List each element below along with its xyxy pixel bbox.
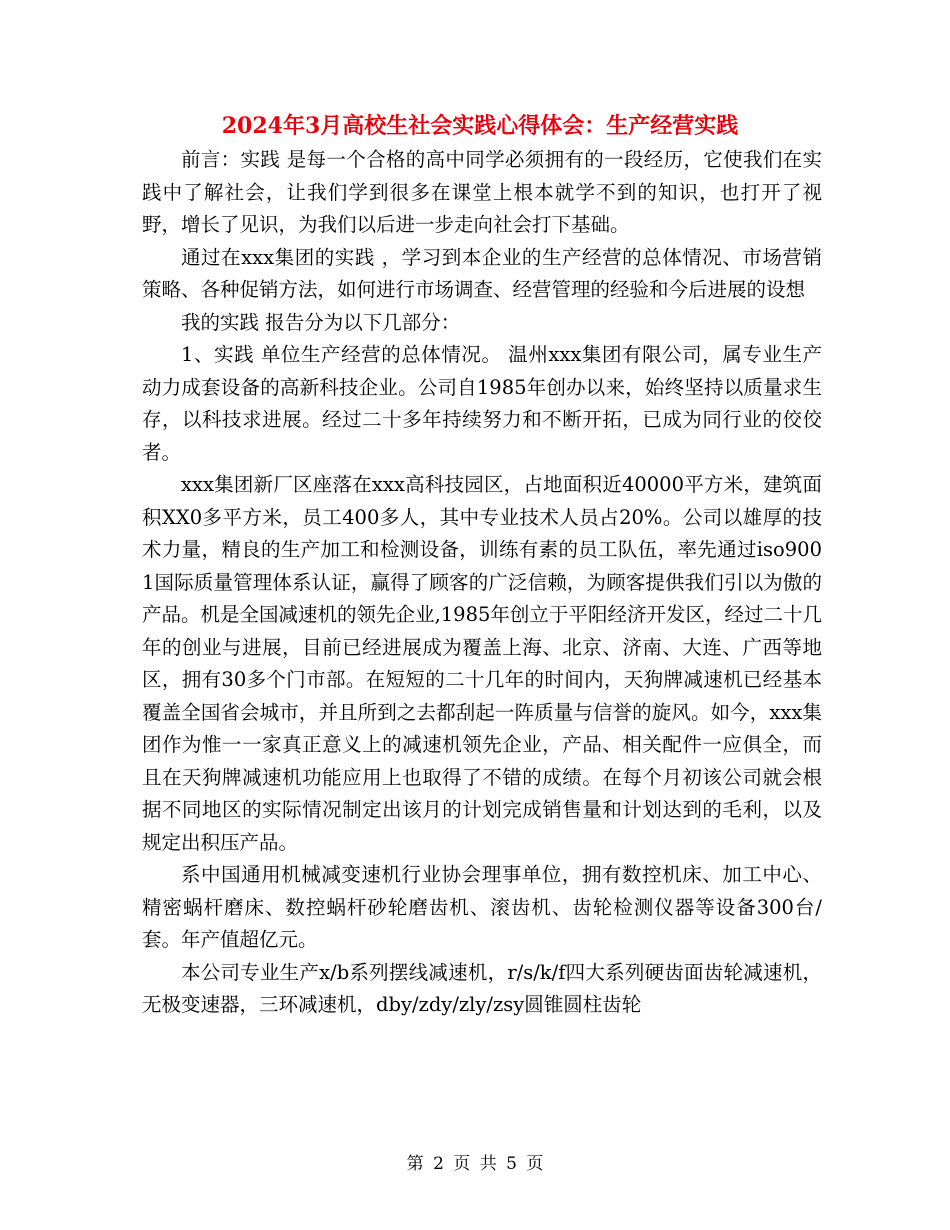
paragraph-company-overview: 1、实践 单位生产经营的总体情况。 温州xxx集团有限公司，属专业生产动力成套设备的高新科技企业。公司自1985年创办以来，始终坚持以质量求生存，以科技求进展。经过二十多年持续努力和不断开拓，已成为同行业的佼佼者。 xyxy=(142,343,822,464)
paragraph-practice-summary: 通过在xxx集团的实践 ，学习到本企业的生产经营的总体情况、市场营销策略、各种促销方法，如何进行市场调查、经营管理的经验和今后进展的设想 xyxy=(142,245,822,301)
document-title: 2024年3月高校生社会实践心得体会：生产经营实践 xyxy=(221,113,739,139)
paragraph-company-details: xxx集团新厂区座落在xxx高科技园区，占地面积近40000平方米，建筑面积XX0多平方米，员工400多人，其中专业技术人员占20%。公司以雄厚的技术力量，精良的生产加工和检测设备，训练有素的员工队伍，率先通过iso9001国际质量管理体系认证，赢得了顾客的广泛信赖，为顾客提供我们引以为傲的产品。机是全国减速机的领先企业,1985年创立于平阳经济开发区，经过二十几年的创业与进展，目前已经进展成为覆盖上海、北京、济南、大连、广西等地区，拥有30多个门市部。在短短的二十几年的时间内，天狗牌减速机已经基本覆盖全国省会城市，并且所到之去都刮起一阵质量与信誉的旋风。如今，xxx集团作为惟一一家真正意义上的减速机领先企业，产品、相关配件一应俱全，而且在天狗牌减速机功能应用上也取得了不错的成绩。在每个月初该公司就会根据不同地区的实际情况制定出该月的计划完成销售量和计划达到的毛利，以及规定出积压产品。 xyxy=(142,473,822,854)
paragraph-products: 本公司专业生产x/b系列摆线减速机，r/s/k/f四大系列硬齿面齿轮减速机，无极变速器，三环减速机，dby/zdy/zly/zsy圆锥圆柱齿轮 xyxy=(142,960,822,1016)
page-number-footer: 第 2 页 共 5 页 xyxy=(406,1154,544,1174)
paragraph-equipment: 系中国通用机械减变速机行业协会理事单位，拥有数控机床、加工中心、精密蜗杆磨床、数控蜗杆砂轮磨齿机、滚齿机、齿轮检测仪器等设备300台/套。年产值超亿元。 xyxy=(142,863,822,951)
paragraph-preface: 前言：实践 是每一个合格的高中同学必须拥有的一段经历，它使我们在实践中了解社会，让我们学到很多在课堂上根本就学不到的知识，也打开了视野，增长了见识，为我们以后进一步走向社会打下基础。 xyxy=(142,148,822,236)
document-body xyxy=(142,144,822,1022)
paragraph-report-outline: 我的实践 报告分为以下几部分： xyxy=(181,310,461,334)
